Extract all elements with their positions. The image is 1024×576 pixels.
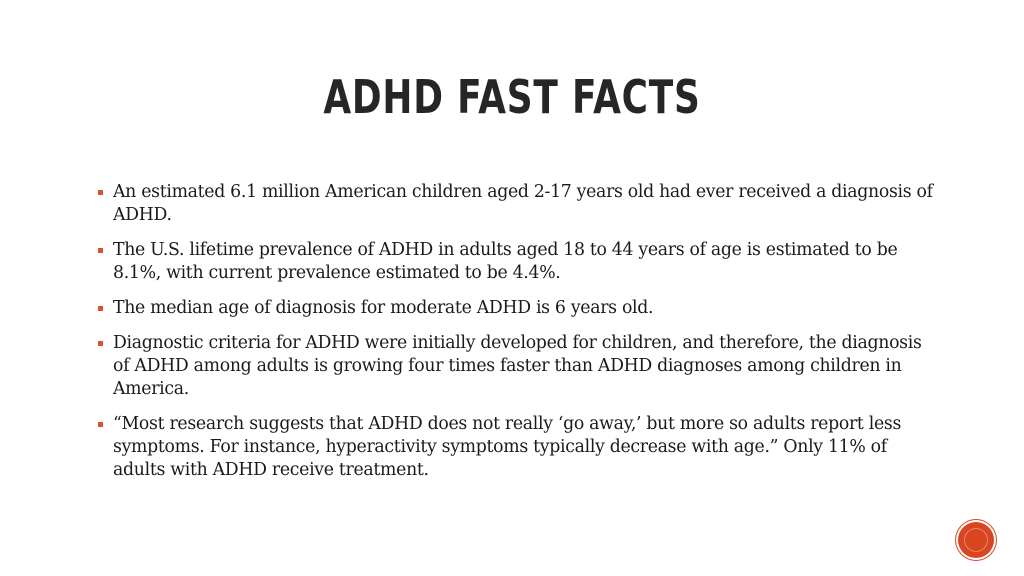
bullet-text: An estimated 6.1 million American children aged 2-17 years old had ever received a diagnosis of ADHD. (113, 182, 933, 225)
list-item (96, 239, 936, 285)
bullet-list (96, 181, 936, 494)
list-item (96, 297, 936, 320)
slide-title: ADHD FAST FACTS (323, 70, 701, 124)
circle-logo-icon (958, 522, 994, 558)
square-bullet-icon (98, 422, 103, 427)
list-item (96, 181, 936, 227)
bullet-text: “Most research suggests that ADHD does not really ‘go away,’ but more so adults report less symptoms. For instance, hyperactivity symptoms typically decrease with age.” Only 11% of adults with ADHD receive treatment. (113, 414, 902, 480)
bullet-text: The U.S. lifetime prevalence of ADHD in adults aged 18 to 44 years of age is estimated to be 8.1%, with current prevalence estimated to be 4.4%. (113, 240, 898, 283)
list-item (96, 332, 936, 401)
logo-ring (964, 528, 988, 552)
square-bullet-icon (98, 190, 103, 195)
square-bullet-icon (98, 306, 103, 311)
square-bullet-icon (98, 341, 103, 346)
bullet-text: Diagnostic criteria for ADHD were initially developed for children, and therefore, the diagnosis of ADHD among adults is growing four times faster than ADHD diagnoses among children in America. (113, 333, 922, 399)
square-bullet-icon (98, 248, 103, 253)
list-item (96, 413, 936, 482)
bullet-text: The median age of diagnosis for moderate ADHD is 6 years old. (113, 298, 654, 318)
